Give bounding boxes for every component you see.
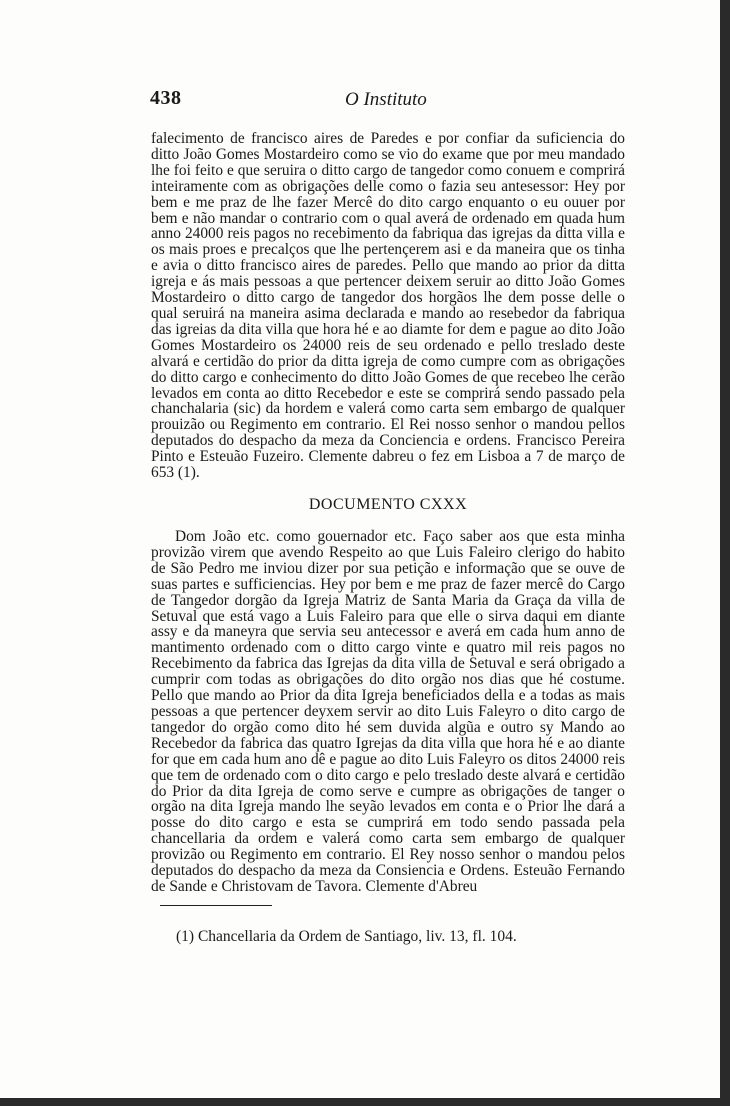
footnote: (1) Chancellaria da Ordem de Santiago, liv. 13, fl. 104. [176,928,517,945]
body-paragraph-continued: falecimento de francisco aires de Paredes e por confiar da suficiencia do ditto João Gomes Mostardeiro como se vio do exame que por meu mandado lhe foi feito e que seruira o ditto cargo de tangedor como conuem e comprirá inteiramente com as obrigações delle como o fazia seu antesessor: Hey por bem e me praz de lhe fazer Mercê do dito cargo enquanto o eu ouuer por bem e não mandar o contrario com o qual averá de ordenado em quada hum anno 24000 reis pagos no recebimento da fabriqua das igrejas da ditta villa e os mais proes e precalços que lhe pertençerem asi e da maneira que os tinha e avia o ditto francisco aires de paredes. Pello que mando ao prior da ditta igreja e ás mais pessoas a que pertencer deixem seruir ao ditto João Gomes Mostardeiro o ditto cargo de tangedor dos horgãos lhe dem posse delle o qual seruirá na maneira asima declarada e mando ao resebedor da fabriqua das igreias da dita villa que hora hé e ao diamte for dem e pague ao dito João Gomes Mostardeiro os 24000 reis de seu ordenado e pello treslado deste alvará e certidão do prior da ditta igreja de como cumpre com as obrigações do ditto cargo e conhecimento do ditto João Gomes de que recebeo lhe cerão levados em conta ao ditto Recebedor e este se comprirá sendo passado pela chanchalaria (sic) da hordem e valerá como carta sem embargo de qualquer prouizão ou Regimento em contrario. El Rei nosso senhor o mandou pellos deputados do despacho da meza da Conciencia e ordens. Francisco Pereira Pinto e Esteuão Fuzeiro. Clemente dabreu o fez em Lisboa a 7 de março de 653 (1). [151,130,625,482]
body-paragraph-document: Dom João etc. como gouernador etc. Faço saber aos que esta minha provizão virem que avendo Respeito ao que Luis Faleiro clerigo do habito de São Pedro me inviou dizer por sua petição e informação que se ouve de suas partes e sufficiencias. Hey por bem e me praz de fazer mercê do Cargo de Tangedor dorgão da Igreja Matriz de Santa Maria da Graça da villa de Setuval que está vago a Luis Faleiro para que elle o sirva daqui em diante assy e da maneyra que servia seu antecessor e averá em cada hum anno de mantimento ordenado com o ditto cargo vinte e quatro mil reis pagos no Recebimento da fabrica das Igrejas da dita villa de Setuval e será obrigado a cumprir com todas as obrigações do dito orgão nos dias que hé costume. Pello que mando ao Prior da dita Igreja beneficiados della e a todas as mais pessoas a que pertencer deyxem servir ao dito Luis Faleyro o dito cargo de tangedor do orgão como dito hé sem duvida algũa e outro sy Mando ao Recebedor da fabrica das quatro Igrejas da dita villa que hora hé e ao diante for que em cada hum ano dê e pague ao dito Luis Faleyro os ditos 24000 reis que tem de ordenado com o dito cargo e pelo treslado deste alvará e certidão do Prior da dita Igreja de como serve e cumpre as obrigações de tanger o orgão na dita Igreja mando lhe seyão levados em conta e o Prior lhe dará a posse do dito cargo e esta se cumprirá em todo sendo passada pela chancellaria da ordem e valerá como carta sem embargo de qualquer provizão ou Regimento em contrario. El Rey nosso senhor o mandou pelos deputados do despacho da meza da Consiencia e Ordens. Esteuão Fernando de Sande e Christovam de Tavora. Clemente d'Abreu [151,528,625,895]
page-header [150,87,625,113]
page-number: 438 [150,87,182,109]
document-heading: DOCUMENTO CXXX [308,496,468,513]
footnote-divider [160,905,272,906]
running-title: O Instituto [345,89,427,110]
